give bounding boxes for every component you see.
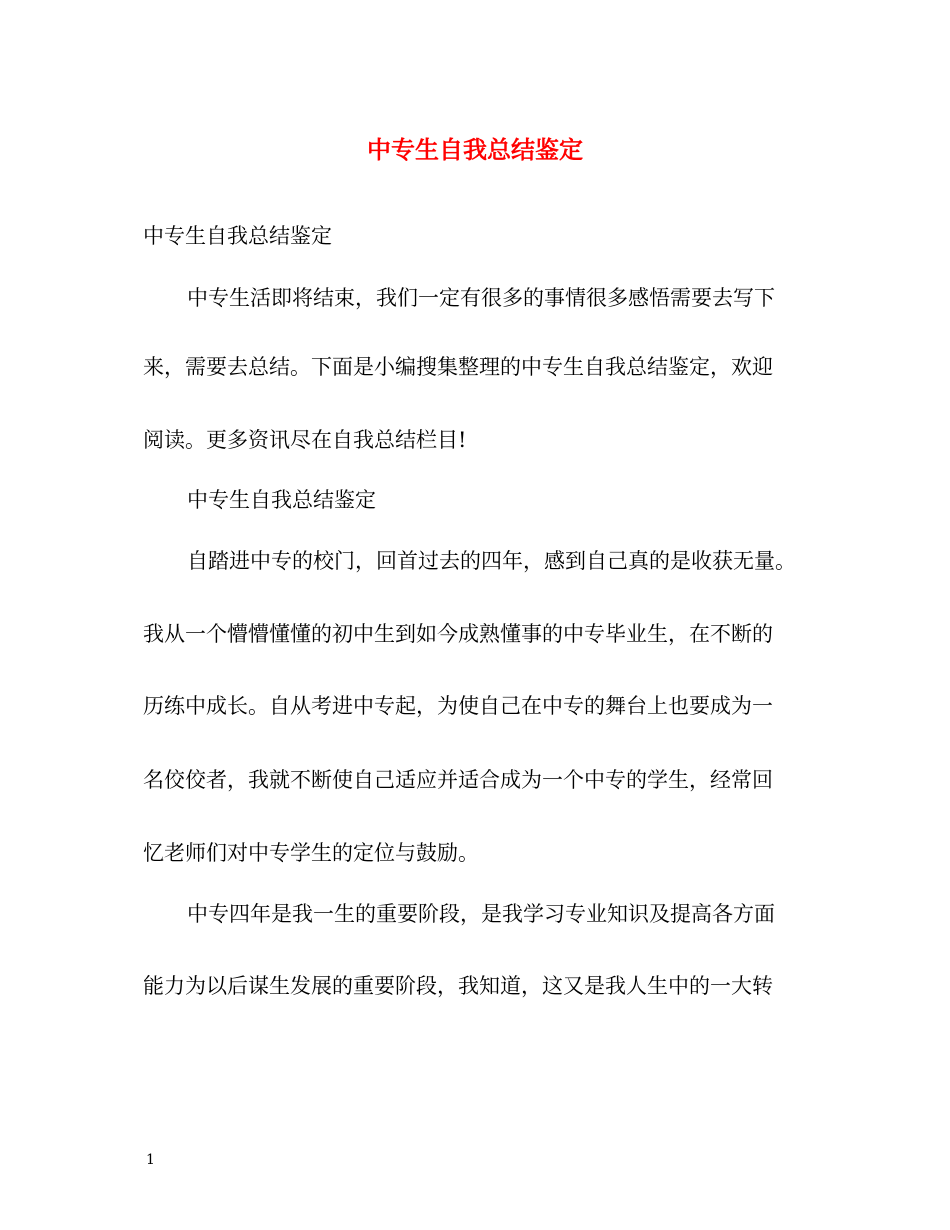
paragraph-line: 名佼佼者，我就不断使自己适应并适合成为一个中专的学生，经常回	[143, 768, 773, 792]
section-heading: 中专生自我总结鉴定	[187, 488, 376, 512]
paragraph-line: 来，需要去总结。下面是小编搜集整理的中专生自我总结鉴定，欢迎	[143, 355, 773, 379]
paragraph-line: 我从一个懵懵懂懂的初中生到如今成熟懂事的中专毕业生，在不断的	[143, 622, 773, 646]
paragraph-line: 阅读。更多资讯尽在自我总结栏目!	[143, 428, 467, 452]
paragraph-line: 中专四年是我一生的重要阶段，是我学习专业知识及提高各方面	[187, 902, 775, 926]
page-number: 1	[146, 1152, 155, 1168]
paragraph-line: 能力为以后谋生发展的重要阶段，我知道，这又是我人生中的一大转	[143, 974, 773, 998]
paragraph-line: 忆老师们对中专学生的定位与鼓励。	[143, 841, 479, 865]
document-subtitle: 中专生自我总结鉴定	[143, 224, 332, 248]
paragraph-line: 中专生活即将结束，我们一定有很多的事情很多感悟需要去写下	[187, 286, 775, 310]
paragraph-line: 历练中成长。自从考进中专起，为使自己在中专的舞台上也要成为一	[143, 694, 773, 718]
document-title: 中专生自我总结鉴定	[367, 135, 583, 164]
paragraph-line: 自踏进中专的校门，回首过去的四年，感到自己真的是收获无量。	[187, 549, 796, 573]
